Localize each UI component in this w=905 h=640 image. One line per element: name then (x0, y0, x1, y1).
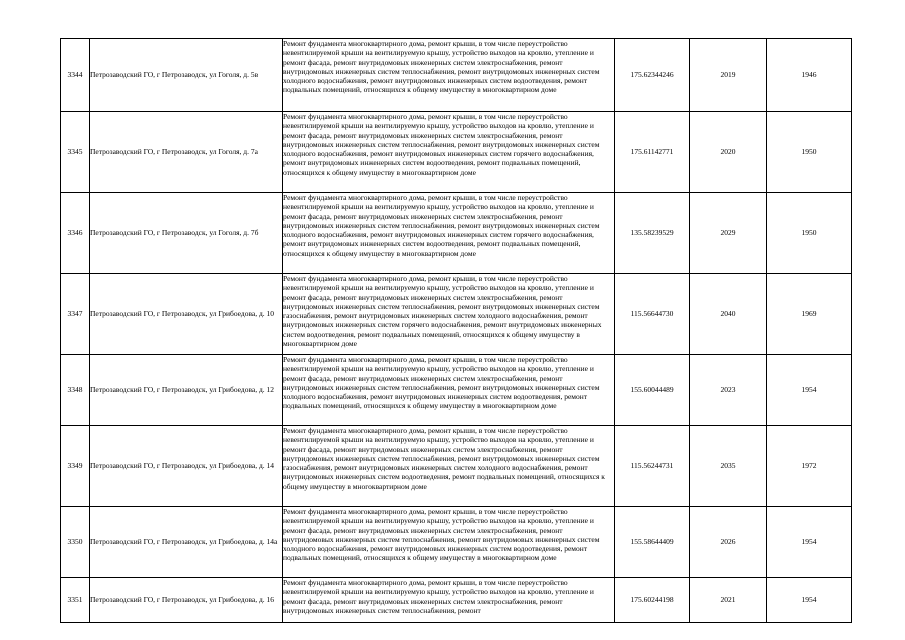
table-row (61, 355, 852, 426)
works-cell (283, 578, 615, 623)
address-cell: Петрозаводский ГО, г Петрозаводск, ул Грибоедова, д. 10 (90, 274, 283, 355)
cost-cell: 155.58644409 (615, 507, 690, 578)
address-cell: Петрозаводский ГО, г Петрозаводск, ул Грибоедова, д. 12 (90, 355, 283, 426)
works-text: Ремонт фундамента многоквартирного дома, ремонт крыши, в том числе переустройство невентилируемой крыши на вентилируемую крышу, устройство выходов на кровлю, утепление и ремонт фасада, ремонт внутридомовых инженерных систем электроснабжения, ремонт внутридомовых инженерных систем теплоснабжения, ремонт внутридомовых инженерных систем газоснабжения, ремонт внутридомовых инженерных систем холодного водоснабжения, ремонт внутридомовых инженерных систем горячего водоснабжения, ремонт внутридомовых инженерных систем водоотведения, ремонт подвальных помещений, относящихся к общему имуществу в многоквартирном доме (283, 274, 602, 349)
works-text: Ремонт фундамента многоквартирного дома, ремонт крыши, в том числе переустройство невентилируемой крыши на вентилируемую крышу, устройство выходов на кровлю, утепление и ремонт фасада, ремонт внутридомовых инженерных систем электроснабжения, ремонт внутридомовых инженерных систем теплоснабжения, ремонт (283, 578, 594, 615)
address-cell: Петрозаводский ГО, г Петрозаводск, ул Гоголя, д. 7б (90, 193, 283, 274)
year-cell: 2035 (690, 426, 767, 507)
works-text: Ремонт фундамента многоквартирного дома, ремонт крыши, в том числе переустройство невентилируемой крыши на вентилируемую крышу, устройство выходов на кровлю, утепление и ремонт фасада, ремонт внутридомовых инженерных систем электроснабжения, ремонт внутридомовых инженерных систем теплоснабжения, ремонт внутридомовых инженерных систем холодного водоснабжения, ремонт внутридомовых инженерных систем водоотведения, ремонт подвальных помещений, относящихся к общему имуществу в многоквартирном доме (283, 507, 600, 563)
works-text: Ремонт фундамента многоквартирного дома, ремонт крыши, в том числе переустройство невентилируемой крыши на вентилируемую крышу, устройство выходов на кровлю, утепление и ремонт фасада, ремонт внутридомовых инженерных систем электроснабжения, ремонт внутридомовых инженерных систем теплоснабжения, ремонт внутридомовых инженерных систем холодного водоснабжения, ремонт внутридомовых инженерных систем горячего водоснабжения, ремонт внутридомовых инженерных систем водоотведения, ремонт подвальных помещений, относящихся к общему имуществу в многоквартирном доме (283, 112, 600, 177)
row-number: 3350 (61, 507, 90, 578)
year-cell: 2021 (690, 578, 767, 623)
row-number: 3351 (61, 578, 90, 623)
works-cell (283, 193, 615, 274)
address-cell: Петрозаводский ГО, г Петрозаводск, ул Гоголя, д. 7а (90, 112, 283, 193)
cost-cell: 115.56244731 (615, 426, 690, 507)
built-year-cell: 1950 (767, 112, 852, 193)
row-number: 3345 (61, 112, 90, 193)
table-row (61, 578, 852, 623)
table-row (61, 193, 852, 274)
works-cell (283, 39, 615, 112)
works-cell (283, 355, 615, 426)
table-row (61, 507, 852, 578)
table-row (61, 426, 852, 507)
works-text: Ремонт фундамента многоквартирного дома, ремонт крыши, в том числе переустройство невентилируемой крыши на вентилируемую крышу, устройство выходов на кровлю, утепление и ремонт фасада, ремонт внутридомовых инженерных систем электроснабжения, ремонт внутридомовых инженерных систем теплоснабжения, ремонт внутридомовых инженерных систем холодного водоснабжения, ремонт внутридомовых инженерных систем водоотведения, ремонт подвальных помещений, относящихся к общему имуществу в многоквартирном доме (283, 39, 600, 95)
built-year-cell: 1972 (767, 426, 852, 507)
year-cell: 2040 (690, 274, 767, 355)
table-row (61, 274, 852, 355)
cost-cell: 115.56644730 (615, 274, 690, 355)
row-number: 3348 (61, 355, 90, 426)
built-year-cell: 1954 (767, 355, 852, 426)
built-year-cell: 1969 (767, 274, 852, 355)
built-year-cell: 1946 (767, 39, 852, 112)
year-cell: 2020 (690, 112, 767, 193)
built-year-cell: 1954 (767, 578, 852, 623)
works-cell (283, 507, 615, 578)
housing-repair-table (60, 38, 852, 623)
cost-cell: 175.61142771 (615, 112, 690, 193)
works-text: Ремонт фундамента многоквартирного дома, ремонт крыши, в том числе переустройство невентилируемой крыши на вентилируемую крышу, устройство выходов на кровлю, утепление и ремонт фасада, ремонт внутридомовых инженерных систем электроснабжения, ремонт внутридомовых инженерных систем теплоснабжения, ремонт внутридомовых инженерных систем холодного водоснабжения, ремонт внутридомовых инженерных систем горячего водоснабжения, ремонт внутридомовых инженерных систем водоотведения, ремонт подвальных помещений, относящихся к общему имуществу в многоквартирном доме (283, 193, 600, 258)
row-number: 3349 (61, 426, 90, 507)
works-cell (283, 274, 615, 355)
works-text: Ремонт фундамента многоквартирного дома, ремонт крыши, в том числе переустройство невентилируемой крыши на вентилируемую крышу, устройство выходов на кровлю, утепление и ремонт фасада, ремонт внутридомовых инженерных систем электроснабжения, ремонт внутридомовых инженерных систем теплоснабжения, ремонт внутридомовых инженерных систем холодного водоснабжения, ремонт внутридомовых инженерных систем водоотведения, ремонт подвальных помещений, относящихся к общему имуществу в многоквартирном доме (283, 355, 600, 411)
row-number: 3347 (61, 274, 90, 355)
row-number: 3344 (61, 39, 90, 112)
works-text: Ремонт фундамента многоквартирного дома, ремонт крыши, в том числе переустройство невентилируемой крыши на вентилируемую крышу, устройство выходов на кровлю, утепление и ремонт фасада, ремонт внутридомовых инженерных систем электроснабжения, ремонт внутридомовых инженерных систем теплоснабжения, ремонт внутридомовых инженерных систем газоснабжения, ремонт внутридомовых инженерных систем холодного водоснабжения, ремонт внутридомовых инженерных систем водоотведения, ремонт подвальных помещений, относящихся к общему имуществу в многоквартирном доме (283, 426, 605, 491)
built-year-cell: 1954 (767, 507, 852, 578)
cost-cell: 175.60244198 (615, 578, 690, 623)
cost-cell: 155.60044489 (615, 355, 690, 426)
address-cell: Петрозаводский ГО, г Петрозаводск, ул Грибоедова, д. 16 (90, 578, 283, 623)
cost-cell: 175.62344246 (615, 39, 690, 112)
year-cell: 2026 (690, 507, 767, 578)
address-cell: Петрозаводский ГО, г Петрозаводск, ул Грибоедова, д. 14 (90, 426, 283, 507)
built-year-cell: 1950 (767, 193, 852, 274)
cost-cell: 135.58239529 (615, 193, 690, 274)
year-cell: 2029 (690, 193, 767, 274)
address-cell: Петрозаводский ГО, г Петрозаводск, ул Грибоедова, д. 14а (90, 507, 283, 578)
table-row (61, 112, 852, 193)
year-cell: 2023 (690, 355, 767, 426)
works-cell (283, 426, 615, 507)
year-cell: 2019 (690, 39, 767, 112)
address-cell: Петрозаводский ГО, г Петрозаводск, ул Гоголя, д. 5в (90, 39, 283, 112)
works-cell (283, 112, 615, 193)
row-number: 3346 (61, 193, 90, 274)
table-row (61, 39, 852, 112)
